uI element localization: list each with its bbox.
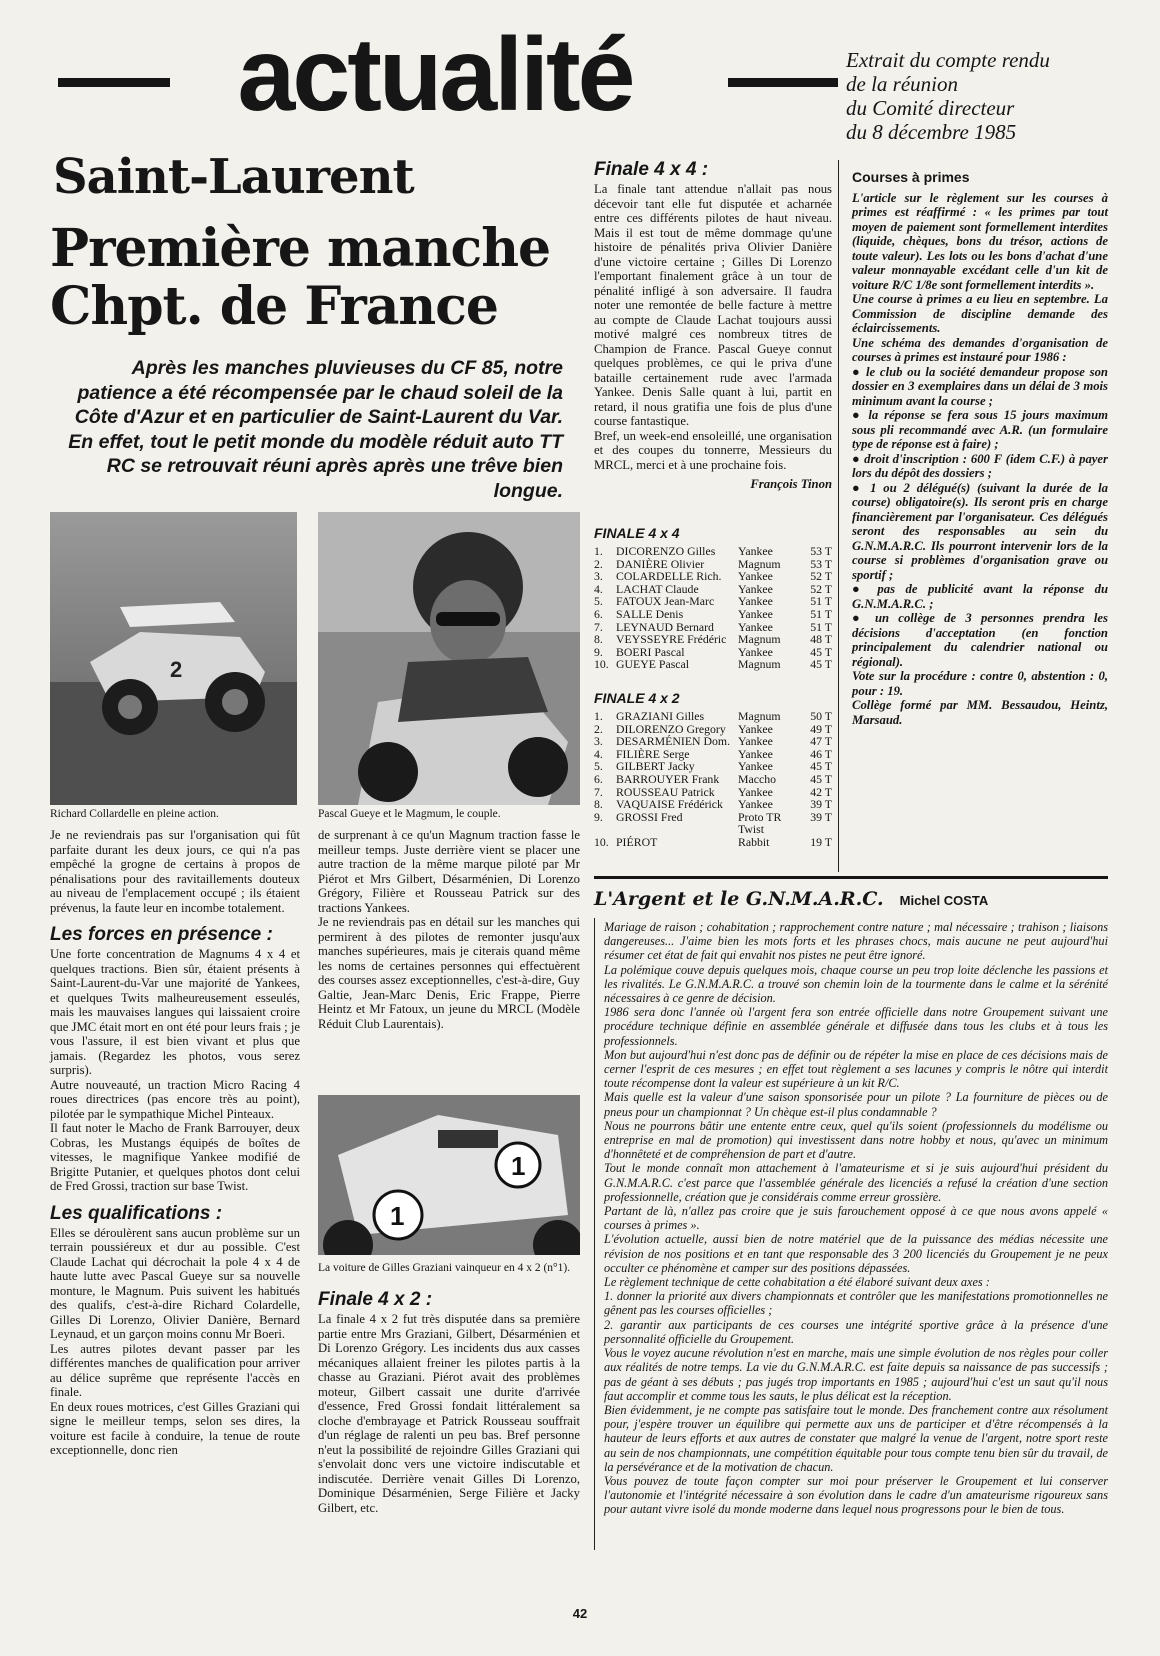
- article-kicker: Saint-Laurent: [53, 149, 414, 205]
- result-driver: PIÉROT: [616, 834, 658, 849]
- argent-paragraph: Mais quelle est la valeur d'une saison sponsorisée pour un pilote ? La fourniture de pièces ou de pneus pour un championnat ? Un chèque est-il plus condamnable ?: [604, 1090, 1108, 1119]
- argent-paragraph: Mariage de raison ; cohabitation ; rapprochement contre nature ; mal nécessaire ; trahison ; liaisons dangereuses... J'aime bien les mots forts et les phrases chocs, mais aucune ne peut aujourd'hui résumer cet état de fait qui envahit nos pistes ne peut être ignoré.: [604, 920, 1108, 963]
- result-laps: 47 T: [810, 734, 832, 749]
- body-paragraph: En deux roues motrices, c'est Gilles Graziani qui signe le meilleur temps, selon ses dires, la voiture est facile à conduire, la tenue de route exceptionnelle, donc rien: [50, 1399, 300, 1457]
- result-driver: FATOUX Jean-Marc: [616, 594, 715, 609]
- result-row: [594, 811, 832, 824]
- photo-gueye-magmum: [318, 512, 580, 805]
- photo3-caption: La voiture de Gilles Graziani vainqueur en 4 x 2 (n°1).: [318, 1262, 571, 1274]
- result-driver: LACHAT Claude: [616, 581, 699, 596]
- results-title: FINALE 4 x 2: [594, 690, 680, 706]
- result-rank: 3.: [594, 734, 603, 749]
- argent-paragraph: Bien évidemment, je ne compte pas satisfaire tout le monde. Des franchement contre aux résolument pour, j'espère trouver un équilibre qui permette aux uns de participer et d'être récompensés à la hauteur de leurs efforts et aux autres de constater que malgré la venue de l'argent, notre sport reste au sein de nos championnats, une compétition équitable pour tous compte tenu bien sûr du travail, de la persévérance et de la motivation de chacun.: [604, 1402, 1108, 1474]
- comite-paragraph: ● pas de publicité avant la réponse du G.N.M.A.R.C. ;: [852, 582, 1108, 611]
- section-title: actualité: [237, 17, 633, 133]
- header-rule-left: [58, 78, 170, 87]
- result-car: Yankee: [738, 746, 773, 761]
- result-car: Yankee: [738, 734, 773, 749]
- result-rank: 7.: [594, 784, 603, 799]
- header-rule-right: [728, 78, 838, 87]
- comite-paragraph: Une course à primes a eu lieu en septembre. La Commission de discipline demande des éclaircissements.: [852, 292, 1108, 335]
- body-paragraph: La finale 4 x 2 fut très disputée dans sa première partie entre Mrs Graziani, Gilbert, Désarménien et Di Lorenzo Grégory. Les incidents dus aux casses mécaniques allaient freiner les pilotes partis à la chasse au Graziani. Piérot avait des problèmes moteur, Gilbert cassait une durite d'arrivée d'essence, Fred Grossi fondait littéralement sa cloche d'embrayage et Patrick Rousseau souffrait d'un réglage de ralenti un peu bas. Bref personne n'eut la possibilité de rejoindre Gilles Graziani qui s'envolait donc vers une victoire indiscutable et indiscutée. Derrière venait Gilles Di Lorenzo, Dominique Désarménien, Serge Filière et Jacky Gilbert, etc.: [318, 1312, 580, 1515]
- results-table: [594, 545, 832, 671]
- svg-text:1: 1: [511, 1151, 526, 1181]
- photo1-caption: Richard Collardelle en pleine action.: [50, 808, 219, 820]
- result-row: [594, 570, 832, 583]
- body-paragraph: Bref, un week-end ensoleillé, une organisation et des coupes du tonnerre, Messieurs du MRCL, merci et à une prochaine fois.: [594, 428, 832, 472]
- comite-paragraph: Une schéma des demandes d'organisation de courses à primes est instauré pour 1986 :: [852, 335, 1108, 364]
- argent-body: [604, 920, 1108, 1517]
- comite-intro-line: du 8 décembre 1985: [846, 120, 1017, 144]
- photo2-caption: Pascal Gueye et le Magmum, le couple.: [318, 808, 501, 820]
- result-car: Yankee: [738, 759, 773, 774]
- result-laps: 48 T: [810, 632, 832, 647]
- results-table: [594, 710, 832, 849]
- comite-intro-line: du Comité directeur: [846, 96, 1015, 120]
- result-laps: 45 T: [810, 771, 832, 786]
- article-lead: Après les manches pluvieuses du CF 85, notre patience a été récompensée par le chaud soleil de la Côte d'Azur et en particulier de Saint-Laurent du Var. En effet, tout le petit monde du modèle réduit auto TT RC se retrouvait réuni après après une trêve bien longue.: [68, 357, 563, 502]
- result-laps: 45 T: [810, 657, 832, 672]
- result-driver: BOERI Pascal: [616, 644, 685, 659]
- result-rank: 2.: [594, 721, 603, 736]
- argent-paragraph: Tout le monde connaît mon attachement à l'amateurisme et si je suis aujourd'hui président du G.N.M.A.R.C. c'est parce que l'assemblée générale des licenciés a refusé la création d'une section professionnelle, création que je considérais comme erreur grossière.: [604, 1161, 1108, 1204]
- result-car: Rabbit: [738, 834, 770, 849]
- result-car: Yankee: [738, 594, 773, 609]
- result-laps: 46 T: [810, 746, 832, 761]
- comite-paragraph: Vote sur la procédure : contre 0, abstention : 0, pour : 19.: [852, 669, 1108, 698]
- comite-paragraph: ● droit d'inscription : 600 F (idem C.F.) à payer lors du dépôt des dossiers ;: [852, 451, 1108, 480]
- argent-author: Michel COSTA: [899, 893, 989, 908]
- result-row: [594, 710, 832, 723]
- result-car: Yankee: [738, 797, 773, 812]
- body-paragraph: Une forte concentration de Magnums 4 x 4 et quelques tractions. Bien sûr, étaient présents à Saint-Laurent-du-Var une majorité de Yankees, et quelques Twits malheureusement esseulés, mais les mauvaises langues qui laissaient croire que JMC était mort en ont été pour leurs frais ; je vous l'assure, il est bien vivant et plus que jamais. (Regardez les photos, vous serez surpris).: [50, 947, 300, 1077]
- argent-paragraph: Vous pouvez de toute façon compter sur moi pour préserver le Groupement et lui conserver l'autonomie et l'intégrité nécessaire à son évolution dans le cadre d'un amateurisme rigoureux sans pour autant vivre isolé du monde moderne dans lequel nous progressons pour le bien de tous.: [604, 1473, 1108, 1517]
- result-laps: 51 T: [810, 619, 832, 634]
- result-rank: 2.: [594, 556, 603, 571]
- comite-body: [852, 191, 1108, 728]
- result-laps: 45 T: [810, 759, 832, 774]
- result-car: Yankee: [738, 581, 773, 596]
- result-driver: FILIÈRE Serge: [616, 746, 690, 761]
- svg-text:2: 2: [170, 657, 183, 682]
- headline-line-1: Première manche: [50, 218, 551, 279]
- comite-paragraph: ● le club ou la société demandeur propose son dossier en 3 exemplaires dans un délai de 3 mois minimum avant la course ;: [852, 364, 1108, 408]
- result-laps: 52 T: [810, 581, 832, 596]
- result-rank: 10.: [594, 657, 609, 672]
- rc-buggy-image: [50, 512, 297, 805]
- argent-paragraph: Nous ne pourrons bâtir une entente entre ceux, quel qu'ils soient (professionnels du modélisme ou entreprise en mal de promotion) qui investissent dans notre hobby et nous, qu'avec un minimum d'honnêteté et de compréhension de part et d'autre.: [604, 1118, 1108, 1162]
- svg-text:1: 1: [390, 1201, 405, 1231]
- result-rank: 8.: [594, 632, 603, 647]
- results-title: FINALE 4 x 4: [594, 525, 680, 541]
- result-row: [594, 545, 832, 558]
- result-driver: VEYSSEYRE Frédéric: [616, 632, 727, 647]
- result-rank: 10.: [594, 834, 609, 849]
- result-rank: 6.: [594, 606, 603, 621]
- result-laps: 52 T: [810, 569, 832, 584]
- result-laps: 53 T: [810, 556, 832, 571]
- result-car: Yankee: [738, 721, 773, 736]
- result-car: Magnum: [738, 632, 781, 647]
- result-rank: 9.: [594, 644, 603, 659]
- result-rank: 6.: [594, 771, 603, 786]
- result-driver: DICORENZO Gilles: [616, 544, 716, 558]
- article-column-2b: [318, 1288, 580, 1515]
- result-car: Yankee: [738, 544, 773, 558]
- result-rank: 5.: [594, 594, 603, 609]
- result-driver: GRAZIANI Gilles: [616, 709, 705, 723]
- article-column-2: [318, 828, 580, 1031]
- result-row: [594, 798, 832, 811]
- argent-paragraph: 1986 sera donc l'année où l'argent fera son entrée officielle dans notre Groupement suivant une procédure technique définie en assemblée générale et diffusée dans tous les clubs et à tous les professionnels.: [604, 1005, 1108, 1048]
- article-column-1: [50, 828, 300, 1458]
- comite-paragraph: L'article sur le règlement sur les courses à primes est réaffirmé : « les primes par tout moyen de paiement sont formellement interdites (liquide, chèques, bons du trésor, actions de toute valeur). Les lots ou les bons d'achat d'une valeur monnayable excédant celle d'un kit de voiture R/C 1/8e sont formellement interdits ».: [852, 190, 1108, 292]
- result-car: Magnum: [738, 709, 781, 723]
- page-number: 42: [572, 1606, 588, 1621]
- body-paragraph: Les autres pilotes devant passer par les différentes manches de qualification pour arriver au délice suprême que représente l'accès en finale.: [50, 1341, 300, 1399]
- body-paragraph: Elles se déroulèrent sans aucun problème sur un terrain poussiéreux et dur au possible. C'est Claude Lachat qui décrochait la pole 4 x 4 de haute lutte avec Pascal Gueye sur sa nouvelle monture, le Magnum. Puis suivent les habitués des qualifs, c'est-à-dire Richard Colardelle, Gilles Di Lorenzo, Olivier Danière, Bernard Leynaud, et un garçon moins connu Mr Boeri.: [50, 1225, 300, 1341]
- article-headline: [50, 220, 565, 336]
- comite-paragraph: Collège formé par MM. Bessaudou, Heintz, Marsaud.: [852, 698, 1108, 727]
- argent-paragraph: Vous le voyez aucune révolution n'est en marche, mais une simple évolution de nos règles pour coller aux réalités de notre temps. La vie du G.N.M.A.R.C. est faite depuis sa naissance de pas successifs ; pas de géant à ses débuts ; pas jugés trop importants en 1985 ; aujourd'hui c'est un saut qu'il nous faut accomplir et comme tous les sauts, le plus délicat est la réception.: [604, 1346, 1108, 1403]
- result-driver: COLARDELLE Rich.: [616, 569, 722, 584]
- result-laps: 45 T: [810, 644, 832, 659]
- headline-line-2: Chpt. de France: [50, 276, 498, 337]
- argent-top-rule: [594, 876, 1108, 879]
- argent-left-rule: [594, 918, 595, 1550]
- result-laps: 42 T: [810, 784, 832, 799]
- comite-report: [852, 170, 1108, 727]
- result-rank: 4.: [594, 746, 603, 761]
- result-driver: GROSSI Fred: [616, 809, 683, 824]
- subhead-qualifications: Les qualifications :: [50, 1202, 223, 1224]
- comite-intro-line: Extrait du compte rendu: [846, 48, 1050, 72]
- body-paragraph: de surprenant à ce qu'un Magnum traction fasse le meilleur temps. Juste derrière vient se placer une autre traction de la même marque piloté par Mr Piérot et Mrs Gilbert, Désarménien, Di Lorenzo Grégory, Filière et Rousseau Patrick sur des tractions Yankees.: [318, 828, 580, 915]
- subhead-forces: Les forces en présence :: [50, 924, 273, 945]
- result-car: Yankee: [738, 606, 773, 621]
- argent-paragraph: Mon but aujourd'hui n'est donc pas de définir ou de répéter la mise en place de ces décisions mais de cerner l'esprit de ces mesures ; en effet tout règlement a ses lacunes y compris le nôtre qui interdit toute récompense dont la valeur est supérieure à un kit R/C.: [604, 1047, 1108, 1091]
- result-car: Magnum: [738, 556, 781, 571]
- comite-intro: [846, 48, 1108, 144]
- result-laps: 53 T: [810, 544, 832, 558]
- result-row: [594, 836, 832, 849]
- argent-heading: L'Argent et le G.N.M.A.R.C.: [594, 888, 884, 910]
- result-rank: 1.: [594, 544, 603, 558]
- result-car: Twist: [738, 822, 765, 837]
- result-rank: 5.: [594, 759, 603, 774]
- result-rank: 1.: [594, 709, 603, 723]
- article-signature: François Tinon: [750, 477, 832, 491]
- comite-paragraph: ● la réponse se fera sous 15 jours maximum sous pli recommandé avec A.R. (un formulaire type de réponse est à faire) ;: [852, 408, 1108, 451]
- result-car: Yankee: [738, 619, 773, 634]
- result-car: Yankee: [738, 569, 773, 584]
- result-car: Maccho: [738, 771, 776, 786]
- photo-collardelle-car: [50, 512, 297, 805]
- result-laps: 51 T: [810, 606, 832, 621]
- result-driver: DILORENZO Gregory: [616, 721, 726, 736]
- body-paragraph: Je ne reviendrais pas sur l'organisation qui fût parfaite durant les deux jours, ce qui n'a pas empêché la grogne de certains à propos de pénalisations pour des ravitaillements douteux au niveau de l'emplacement occupé ; ils étaient prévenus, la faute leur en incombe totalement.: [50, 828, 300, 915]
- result-driver: GILBERT Jacky: [616, 759, 695, 774]
- result-row: [594, 633, 832, 646]
- article-column-3: [594, 158, 832, 492]
- argent-paragraph: Le règlement technique de cette cohabitation a été élaboré suivant deux axes :: [604, 1275, 990, 1290]
- photo-graziani-car: [318, 1095, 580, 1255]
- result-row: [594, 735, 832, 748]
- result-driver: DANIÈRE Olivier: [616, 556, 705, 571]
- rc-car-number-one-image: [318, 1095, 580, 1255]
- result-car: Yankee: [738, 644, 773, 659]
- result-driver: GUEYE Pascal: [616, 657, 690, 672]
- result-rank: 7.: [594, 619, 603, 634]
- argent-title: [594, 888, 1108, 910]
- results-finale-4x4: [594, 525, 832, 671]
- result-driver: SALLE Denis: [616, 606, 684, 621]
- body-paragraph: Je ne reviendrais pas en détail sur les manches qui permirent à des pilotes de remonter jusqu'aux manches supérieures, mais je citerais quand même les noms de certaines personnes qui effectuèrent des courses assez exceptionnelles, c'est-à-dire, Guy Galtie, Jean-Marc Denis, Eric Frappe, Pierre Heintz et Mr Fatoux, un jeune du MRCL (Modèle Réduit Club Laurentais).: [318, 915, 580, 1031]
- body-paragraph: Il faut noter le Macho de Frank Barrouyer, deux Cobras, les Mustangs équipés de boîtes de vitesses, le magnifique Yankee modifié de Brigitte Putanier, et quelques photos dont celui de Fred Grossi, traction sur base Twist.: [50, 1121, 300, 1193]
- argent-paragraph: Partant de là, n'allez pas croire que je suis farouchement opposé à ce que nous avons appelé « courses à primes ».: [604, 1204, 1108, 1233]
- result-driver: ROUSSEAU Patrick: [616, 784, 715, 799]
- result-row: [594, 658, 832, 671]
- result-driver: DESARMÉNIEN Dom.: [616, 734, 731, 749]
- result-laps: 19 T: [810, 834, 832, 849]
- result-driver: VAQUAISE Frédérick: [616, 797, 723, 812]
- argent-paragraph: L'évolution actuelle, aussi bien de notre matériel que de la puissance des médias nécessite une révision de nos positions et en tant que responsable des 3 200 licenciés du Groupement je ne peux occulter ce phénomène et camper sur des positions dépassées.: [604, 1232, 1108, 1275]
- subhead-finale-4x2: Finale 4 x 2 :: [318, 1289, 433, 1310]
- argent-paragraph: 2. garantir aux participants de ces courses une intégrité sportive grâce à la présence d'une personnalité officielle du Groupement.: [604, 1317, 1108, 1346]
- comite-paragraph: ● 1 ou 2 délégué(s) (suivant la durée de la course) obligatoire(s). Ils seront pris en charge financièrement par l'organisateur. Ces délégués seront des responsables au sein du G.N.M.A.R.C. Ils pourront intervenir lors de la course si problèmes d'organisation grave ou sportif ;: [852, 480, 1108, 582]
- comite-heading: Courses à primes: [852, 169, 970, 185]
- argent-paragraph: La polémique couve depuis quelques mois, chaque course un peu trop loite déclenche les passions et les rivalités. Le G.N.M.A.R.C. a trouvé son chemin loin de la tourmente dans le calme et la sérénité nécessaires à ce genre de décision.: [604, 962, 1108, 1006]
- pilot-with-car-image: [318, 512, 580, 805]
- result-car: Proto TR: [738, 809, 782, 824]
- body-paragraph: Autre nouveauté, un traction Micro Racing 4 roues directrices (pas encore très au point), pilotée par le sympathique Michel Pinteaux.: [50, 1077, 300, 1121]
- result-row: [594, 608, 832, 621]
- result-rank: 9.: [594, 809, 603, 824]
- result-car: Yankee: [738, 784, 773, 799]
- argent-paragraph: 1. donner la priorité aux divers championnats et contrôler que les manifestations promotionnelles ne gênent pas les courses officielles ;: [604, 1289, 1108, 1318]
- result-laps: 51 T: [810, 594, 832, 609]
- result-laps: 39 T: [810, 809, 832, 824]
- result-laps: 39 T: [810, 797, 832, 812]
- result-car: Magnum: [738, 657, 781, 672]
- result-laps: 49 T: [810, 721, 832, 736]
- body-paragraph: La finale tant attendue n'allait pas nous décevoir tant elle fut disputée et acharnée entre ces différents pilotes de haut niveau. Mais il est tout de même dommage qu'une histoire de pénalités priva Olivier Danière d'une victoire certaine ; Gilles Di Lorenzo l'emportant finalement grâce à un tour de pénalité infligé à son adversaire. Il faudra noter une remontée de belle facture à mettre au compte de Claude Lachat toujours aussi motivé malgré ces nombreux titres de Champion de France. Pascal Gueye connut quelques problèmes, ce qui le priva d'une bataille certainement rude avec l'armada Yankee. Denis Salle quant à lui, partit en retard, il nous gratifia une fois de plus d'une course fantastique.: [594, 182, 832, 428]
- result-laps: 50 T: [810, 709, 832, 723]
- result-rank: 3.: [594, 569, 603, 584]
- comite-paragraph: ● un collège de 3 personnes prendra les décisions d'acceptation (en fonction principalement du calendrier national ou régional).: [852, 611, 1108, 669]
- result-row: [594, 773, 832, 786]
- subhead-finale-4x4: Finale 4 x 4 :: [594, 159, 709, 180]
- result-rank: 4.: [594, 581, 603, 596]
- results-finale-4x2: [594, 690, 832, 849]
- result-rank: 8.: [594, 797, 603, 812]
- result-driver: BARROUYER Frank: [616, 771, 720, 786]
- comite-intro-line: de la réunion: [846, 72, 958, 96]
- comite-rule: [838, 160, 839, 872]
- result-driver: LEYNAUD Bernard: [616, 619, 714, 634]
